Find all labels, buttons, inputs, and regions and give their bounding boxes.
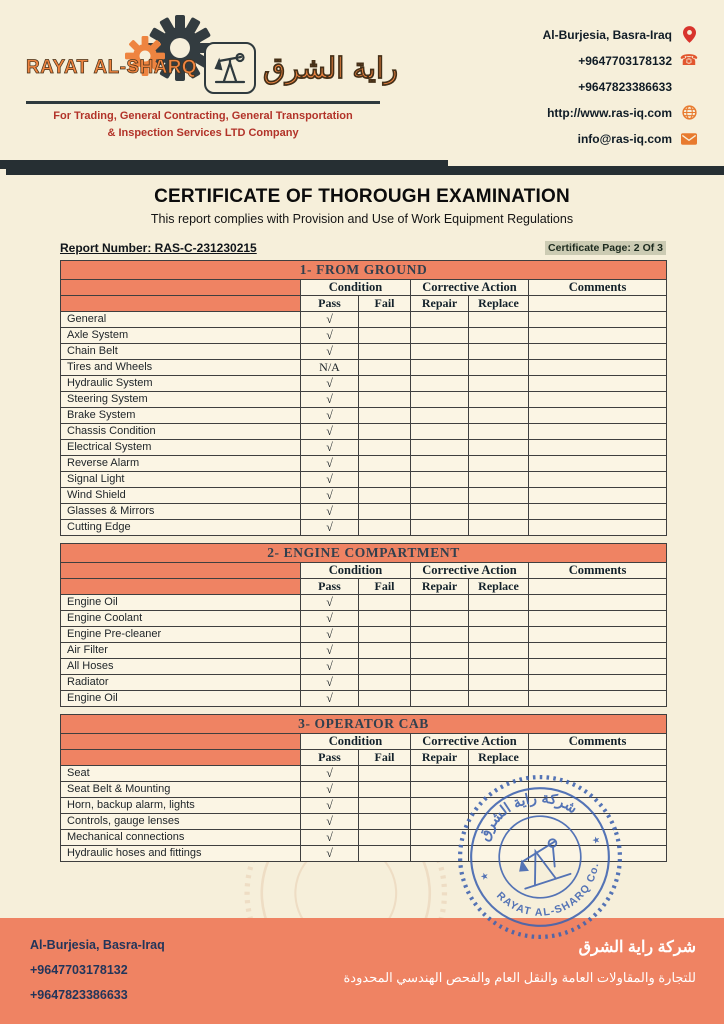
repair-value [411, 691, 469, 707]
replace-value [469, 595, 529, 611]
contact-label: +9647823386633 [578, 79, 672, 94]
item-label: Steering System [61, 392, 301, 408]
table-row [61, 472, 667, 488]
corrective-action-header: Corrective Action [411, 280, 529, 296]
pass-value: √ [301, 627, 359, 643]
repair-value [411, 360, 469, 376]
repair-value [411, 766, 469, 782]
divider-bars [0, 160, 724, 178]
pass-value: √ [301, 488, 359, 504]
table-row [61, 312, 667, 328]
pass-value: √ [301, 328, 359, 344]
table-row [61, 424, 667, 440]
fail-value [359, 643, 411, 659]
contact-row [460, 26, 698, 43]
replace-value [469, 360, 529, 376]
comments-blank [529, 579, 667, 595]
pass-header: Pass [301, 579, 359, 595]
table-row [61, 392, 667, 408]
fail-value [359, 488, 411, 504]
repair-value [411, 520, 469, 536]
pass-value: √ [301, 440, 359, 456]
item-label: Hydraulic System [61, 376, 301, 392]
fail-value [359, 830, 411, 846]
pass-value: √ [301, 312, 359, 328]
fail-value [359, 675, 411, 691]
item-label: Engine Oil [61, 595, 301, 611]
comments-value [529, 595, 667, 611]
inspection-table-2 [60, 543, 667, 707]
repair-value [411, 328, 469, 344]
replace-value [469, 472, 529, 488]
repair-value [411, 643, 469, 659]
contact-row [460, 78, 698, 95]
table-row [61, 595, 667, 611]
fail-value [359, 312, 411, 328]
comments-value [529, 659, 667, 675]
repair-value [411, 675, 469, 691]
repair-value [411, 472, 469, 488]
repair-value [411, 344, 469, 360]
certificate-title: CERTIFICATE OF THOROUGH EXAMINATION [154, 186, 570, 207]
replace-header: Replace [469, 750, 529, 766]
repair-value [411, 440, 469, 456]
item-column-blank [61, 296, 301, 312]
stamp-company-english: RAYAT AL-SHARQ Co. [494, 861, 602, 919]
item-label: Chain Belt [61, 344, 301, 360]
repair-value [411, 424, 469, 440]
footer-address: Al-Burjesia, Basra-Iraq [30, 938, 165, 952]
fail-value [359, 472, 411, 488]
pass-value: √ [301, 424, 359, 440]
section-title-row [61, 715, 667, 734]
repair-header: Repair [411, 296, 469, 312]
contact-row [460, 104, 698, 121]
stamp-derrick-icon [513, 837, 570, 888]
fail-value [359, 520, 411, 536]
comments-value [529, 376, 667, 392]
table-row [61, 520, 667, 536]
item-label: General [61, 312, 301, 328]
replace-value [469, 392, 529, 408]
contact-label: +9647703178132 [578, 53, 672, 68]
fail-header: Fail [359, 579, 411, 595]
section-title: 3- OPERATOR CAB [61, 715, 667, 734]
footer-phone-2: +9647823386633 [30, 988, 128, 1002]
replace-value [469, 312, 529, 328]
repair-header: Repair [411, 579, 469, 595]
pass-value: √ [301, 782, 359, 798]
pass-value: √ [301, 520, 359, 536]
item-label: Tires and Wheels [61, 360, 301, 376]
comments-value [529, 643, 667, 659]
table-row [61, 328, 667, 344]
corrective-action-header: Corrective Action [411, 563, 529, 579]
item-label: Hydraulic hoses and fittings [61, 846, 301, 862]
comments-value [529, 392, 667, 408]
repair-value [411, 456, 469, 472]
item-label: Engine Oil [61, 691, 301, 707]
comments-value [529, 504, 667, 520]
certificate-subtitle: This report complies with Provision and Use of Work Equipment Regulations [150, 212, 574, 226]
section-title-row [61, 261, 667, 280]
logo-row [26, 42, 399, 94]
contact-label: info@ras-iq.com [577, 131, 672, 146]
table-row [61, 360, 667, 376]
pass-value: √ [301, 846, 359, 862]
pass-value: √ [301, 344, 359, 360]
replace-value [469, 504, 529, 520]
item-label: Radiator [61, 675, 301, 691]
contact-label: Al-Burjesia, Basra-Iraq [542, 27, 672, 42]
corrective-action-header: Corrective Action [411, 734, 529, 750]
fail-value [359, 846, 411, 862]
replace-value [469, 643, 529, 659]
condition-header: Condition [301, 563, 411, 579]
footer-contact-block [30, 933, 165, 1024]
pass-value: √ [301, 504, 359, 520]
fail-value [359, 360, 411, 376]
contact-row [460, 130, 698, 147]
replace-value [469, 488, 529, 504]
certificate-page-indicator: Certificate Page: 2 Of 3 [545, 241, 666, 255]
item-label: Signal Light [61, 472, 301, 488]
table-row [61, 627, 667, 643]
comments-value [529, 675, 667, 691]
replace-value [469, 328, 529, 344]
replace-value [469, 424, 529, 440]
comments-value [529, 456, 667, 472]
page-header [0, 0, 724, 156]
replace-value [469, 520, 529, 536]
table-row [61, 408, 667, 424]
item-label: Seat Belt & Mounting [61, 782, 301, 798]
repair-value [411, 408, 469, 424]
section-title: 1- FROM GROUND [61, 261, 667, 280]
replace-value [469, 456, 529, 472]
fail-value [359, 691, 411, 707]
repair-value [411, 488, 469, 504]
pass-value: √ [301, 659, 359, 675]
fail-value [359, 504, 411, 520]
table-row [61, 659, 667, 675]
pass-value: N/A [301, 360, 359, 376]
table-row [61, 675, 667, 691]
column-group-header-row [61, 280, 667, 296]
column-group-header-row [61, 734, 667, 750]
replace-value [469, 691, 529, 707]
item-label: Mechanical connections [61, 830, 301, 846]
comments-value [529, 360, 667, 376]
item-label: Engine Coolant [61, 611, 301, 627]
fail-value [359, 766, 411, 782]
item-column-blank [61, 280, 301, 296]
fail-value [359, 798, 411, 814]
column-group-header-row [61, 563, 667, 579]
fail-value [359, 611, 411, 627]
replace-value [469, 627, 529, 643]
repair-value [411, 392, 469, 408]
item-label: Brake System [61, 408, 301, 424]
table-row [61, 504, 667, 520]
replace-value [469, 376, 529, 392]
fail-value [359, 376, 411, 392]
replace-value [469, 611, 529, 627]
svg-text:شركة راية الشرق [468, 777, 583, 847]
pass-header: Pass [301, 750, 359, 766]
envelope-icon [680, 133, 698, 145]
fail-value [359, 424, 411, 440]
pass-value: √ [301, 376, 359, 392]
stamp-company-arabic: شركة راية الشرق [476, 790, 580, 844]
comments-header: Comments [529, 563, 667, 579]
item-column-blank [61, 563, 301, 579]
section-title-row [61, 544, 667, 563]
comments-value [529, 691, 667, 707]
fail-value [359, 408, 411, 424]
comments-value [529, 344, 667, 360]
fail-value [359, 440, 411, 456]
comments-header: Comments [529, 280, 667, 296]
repair-value [411, 376, 469, 392]
comments-blank [529, 296, 667, 312]
fail-value [359, 814, 411, 830]
comments-value [529, 520, 667, 536]
footer-company-arabic: شركة راية الشرق [578, 939, 696, 956]
section-title: 2- ENGINE COMPARTMENT [61, 544, 667, 563]
pass-value: √ [301, 830, 359, 846]
table-row [61, 456, 667, 472]
repair-value [411, 611, 469, 627]
replace-header: Replace [469, 296, 529, 312]
replace-value [469, 440, 529, 456]
fail-value [359, 627, 411, 643]
inspection-table-1 [60, 260, 667, 536]
contact-row [460, 52, 698, 69]
item-column-blank [61, 750, 301, 766]
condition-header: Condition [301, 280, 411, 296]
comments-value [529, 488, 667, 504]
item-label: Electrical System [61, 440, 301, 456]
footer-phone-1: +9647703178132 [30, 963, 128, 977]
divider-bar-bottom [6, 166, 724, 175]
item-label: Chassis Condition [61, 424, 301, 440]
contact-list [460, 18, 698, 156]
page-footer [0, 918, 724, 1024]
pass-value: √ [301, 798, 359, 814]
company-name: RAYAT AL-SHARQ [26, 57, 197, 78]
pump-jack-icon [204, 42, 256, 94]
item-label: Controls, gauge lenses [61, 814, 301, 830]
fail-value [359, 328, 411, 344]
replace-value [469, 659, 529, 675]
phone-icon: ☎ [679, 52, 699, 69]
footer-description-arabic: للتجارة والمقاولات العامة والنقل العام والفحص الهندسي المحدودة [343, 970, 696, 985]
repair-header: Repair [411, 750, 469, 766]
pass-value: √ [301, 643, 359, 659]
item-column-blank [61, 579, 301, 595]
stamp-star-left: ★ [479, 870, 491, 883]
column-sub-header-row [61, 296, 667, 312]
contact-label: http://www.ras-iq.com [547, 105, 672, 120]
item-label: Seat [61, 766, 301, 782]
pass-value: √ [301, 392, 359, 408]
comments-value [529, 408, 667, 424]
item-label: Cutting Edge [61, 520, 301, 536]
column-sub-header-row [61, 579, 667, 595]
repair-value [411, 312, 469, 328]
pass-value: √ [301, 611, 359, 627]
fail-value [359, 392, 411, 408]
repair-value [411, 595, 469, 611]
item-label: Glasses & Mirrors [61, 504, 301, 520]
fail-value [359, 456, 411, 472]
comments-value [529, 472, 667, 488]
table-row [61, 440, 667, 456]
replace-header: Replace [469, 579, 529, 595]
fail-value [359, 595, 411, 611]
item-label: All Hoses [61, 659, 301, 675]
table-row [61, 611, 667, 627]
fail-header: Fail [359, 296, 411, 312]
table-row [61, 344, 667, 360]
table-row [61, 691, 667, 707]
comments-value [529, 328, 667, 344]
fail-value [359, 782, 411, 798]
item-label: Wind Shield [61, 488, 301, 504]
pass-value: √ [301, 472, 359, 488]
globe-icon [680, 105, 698, 120]
location-pin-icon [680, 26, 698, 43]
company-tagline [26, 108, 380, 141]
item-label: Reverse Alarm [61, 456, 301, 472]
logo-underline [26, 101, 380, 104]
fail-value [359, 344, 411, 360]
comments-value [529, 312, 667, 328]
comments-value [529, 627, 667, 643]
fail-value [359, 659, 411, 675]
condition-header: Condition [301, 734, 411, 750]
fail-header: Fail [359, 750, 411, 766]
pass-value: √ [301, 456, 359, 472]
company-name-arabic: راية الشرق [263, 52, 399, 85]
repair-value [411, 659, 469, 675]
repair-value [411, 627, 469, 643]
table-row [61, 488, 667, 504]
item-label: Engine Pre-cleaner [61, 627, 301, 643]
item-column-blank [61, 734, 301, 750]
pass-value: √ [301, 814, 359, 830]
tagline-line-2: & Inspection Services LTD Company [107, 126, 299, 139]
table-row [61, 376, 667, 392]
comments-value [529, 424, 667, 440]
pass-value: √ [301, 595, 359, 611]
item-label: Axle System [61, 328, 301, 344]
replace-value [469, 408, 529, 424]
tagline-line-1: For Trading, General Contracting, General Transportation [53, 110, 353, 122]
replace-value [469, 344, 529, 360]
comments-value [529, 440, 667, 456]
pass-header: Pass [301, 296, 359, 312]
pass-value: √ [301, 691, 359, 707]
pass-value: √ [301, 675, 359, 691]
pass-value: √ [301, 766, 359, 782]
repair-value [411, 504, 469, 520]
item-label: Air Filter [61, 643, 301, 659]
report-number: Report Number: RAS-C-231230215 [60, 241, 257, 255]
replace-value [469, 675, 529, 691]
report-meta-row [60, 241, 666, 255]
comments-header: Comments [529, 734, 667, 750]
item-label: Horn, backup alarm, lights [61, 798, 301, 814]
company-logo [26, 18, 399, 156]
stamp-star-right: ★ [590, 834, 602, 847]
table-row [61, 643, 667, 659]
comments-value [529, 611, 667, 627]
pass-value: √ [301, 408, 359, 424]
